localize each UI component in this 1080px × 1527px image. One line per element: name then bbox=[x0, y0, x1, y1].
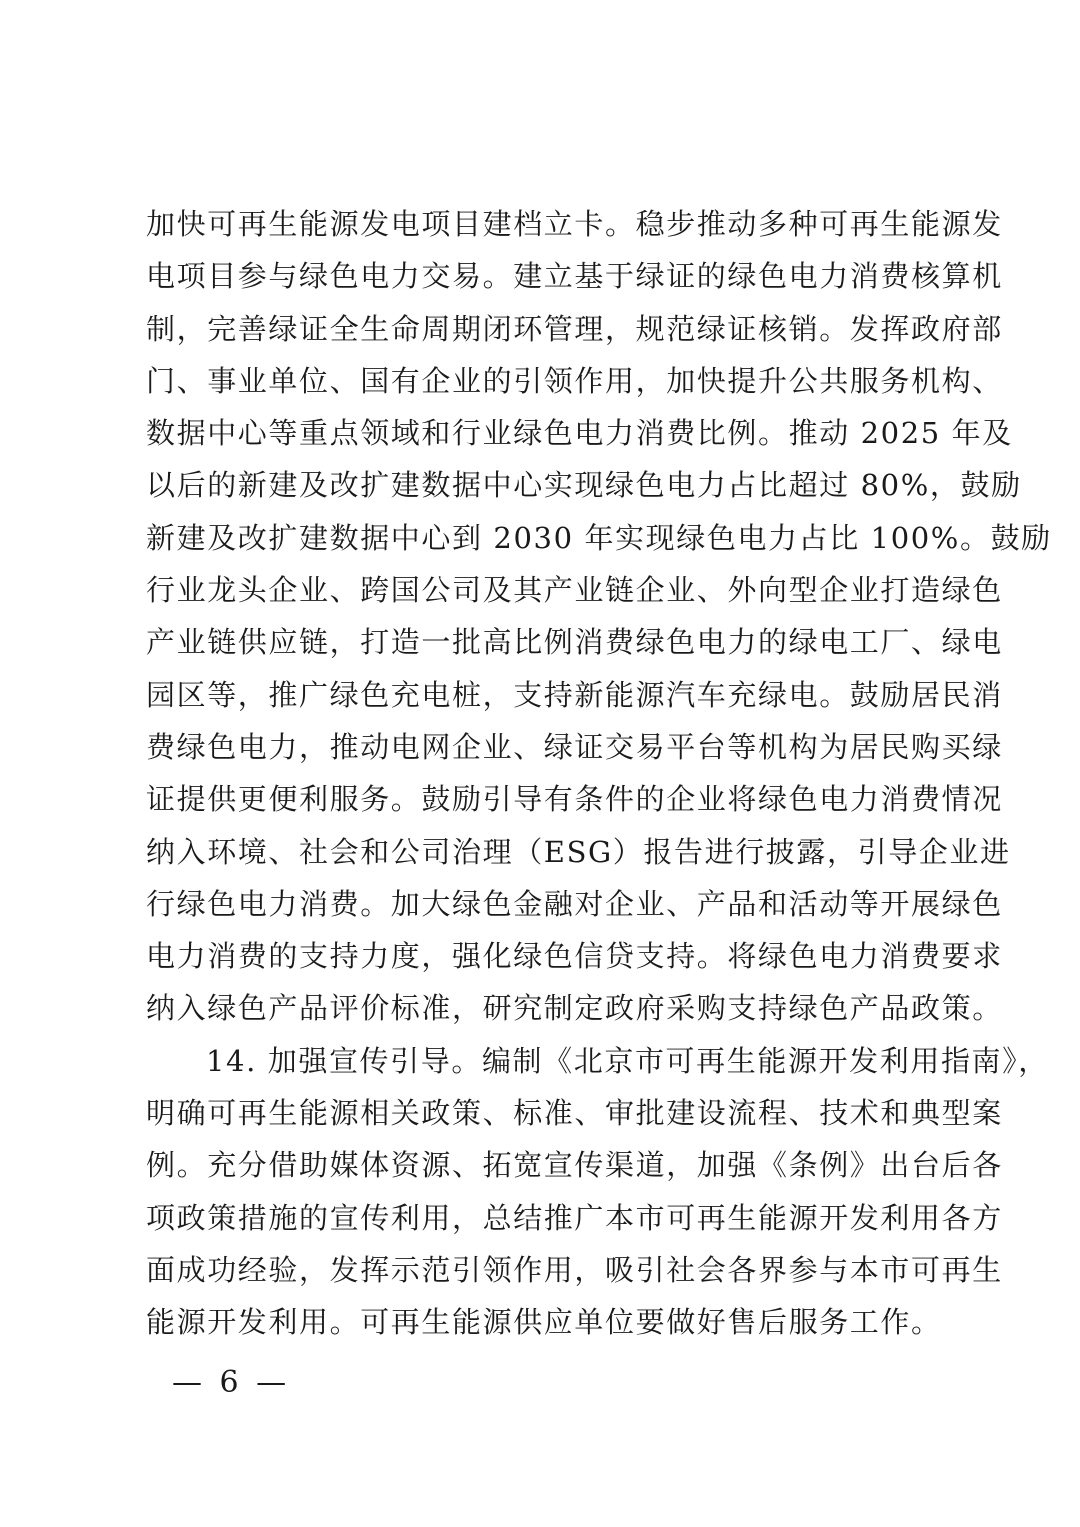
text-line: 新建及改扩建数据中心到 2030 年实现绿色电力占比 100%。鼓励 bbox=[146, 520, 1052, 555]
text-line: 产业链供应链，打造一批高比例消费绿色电力的绿电工厂、绿电 bbox=[146, 625, 1003, 660]
text-line: 以后的新建及改扩建数据中心实现绿色电力占比超过 80%，鼓励 bbox=[146, 468, 1022, 503]
paragraph-end-line: 能源开发利用。可再生能源供应单位要做好售后服务工作。 bbox=[146, 1305, 942, 1340]
text-line: 电项目参与绿色电力交易。建立基于绿证的绿色电力消费核算机 bbox=[146, 259, 1003, 294]
text-line: 例。充分借助媒体资源、拓宽宣传渠道，加强《条例》出台后各 bbox=[146, 1148, 1003, 1183]
text-line: 门、事业单位、国有企业的引领作用，加快提升公共服务机构、 bbox=[146, 363, 1003, 398]
text-line: 行业龙头企业、跨国公司及其产业链企业、外向型企业打造绿色 bbox=[146, 573, 1003, 608]
text-line: 加快可再生能源发电项目建档立卡。稳步推动多种可再生能源发 bbox=[146, 207, 1003, 241]
paragraph-end-line: 纳入绿色产品评价标准，研究制定政府采购支持绿色产品政策。 bbox=[146, 991, 1003, 1026]
text-line: 明确可再生能源相关政策、标准、审批建设流程、技术和典型案 bbox=[146, 1096, 1003, 1131]
section-heading-line: 14. 加强宣传引导。编制《北京市可再生能源开发利用指南》， bbox=[206, 1043, 1049, 1078]
text-line: 行绿色电力消费。加大绿色金融对企业、产品和活动等开展绿色 bbox=[146, 886, 1003, 921]
text-line: 数据中心等重点领域和行业绿色电力消费比例。推动 2025 年及 bbox=[146, 416, 1013, 451]
text-line: 制，完善绿证全生命周期闭环管理，规范绿证核销。发挥政府部 bbox=[146, 311, 1003, 346]
text-line: 证提供更便利服务。鼓励引导有条件的企业将绿色电力消费情况 bbox=[146, 782, 1003, 817]
text-line: 面成功经验，发挥示范引领作用，吸引社会各界参与本市可再生 bbox=[146, 1252, 1003, 1287]
body-text bbox=[146, 198, 1052, 1349]
text-line: 电力消费的支持力度，强化绿色信贷支持。将绿色电力消费要求 bbox=[146, 939, 1003, 974]
text-line: 纳入环境、社会和公司治理（ESG）报告进行披露，引导企业进 bbox=[146, 834, 1011, 869]
text-line: 园区等，推广绿色充电桩，支持新能源汽车充绿电。鼓励居民消 bbox=[146, 677, 1003, 712]
text-line: 项政策措施的宣传利用，总结推广本市可再生能源开发利用各方 bbox=[146, 1200, 1003, 1235]
text-line: 费绿色电力，推动电网企业、绿证交易平台等机构为居民购买绿 bbox=[146, 729, 1003, 764]
page-number: — 6 — bbox=[172, 1365, 291, 1400]
